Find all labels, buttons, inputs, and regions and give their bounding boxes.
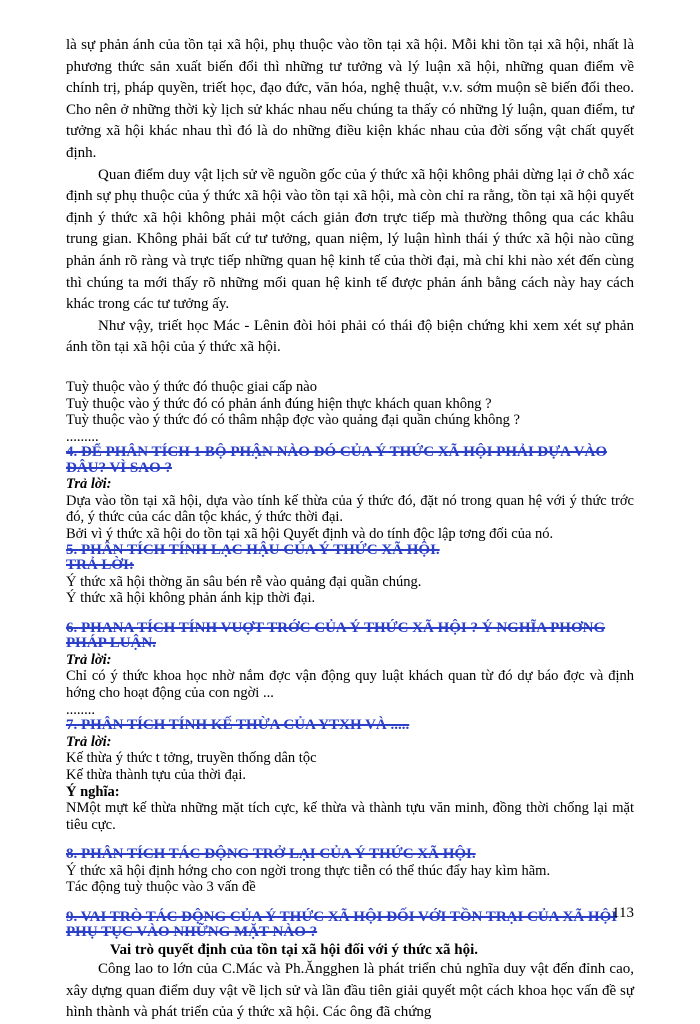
intro-paragraph-1: là sự phản ánh của tồn tại xã hội, phụ thuộc vào tồn tại xã hội. Mỗi khi tồn tại xã hội, nhất là phương thức sản xuất biến đổi thì những tư tưởng và lý luận xã hội, những quan điểm về chính trị, pháp quyền, triết học, đạo đức, văn hóa, nghệ thuật, v.v. sớm muộn sẽ biến đổi theo. Cho nên ở những thời kỳ lịch sử khác nhau nếu chúng ta thấy có những lý luận, quan điểm, tư tưởng xã hội khác nhau thì đó là do những điều kiện khác nhau của đời sống vật chất quyết định.: [66, 37, 634, 161]
body-paragraph: Công lao to lớn của C.Mác và Ph.Ăngghen là phát triển chủ nghĩa duy vật đến đỉnh cao, xây dựng quan điểm duy vật về lịch sử và lần đầu tiên giải quyết một cách khoa học vấn đề sự hình thành và phát triển của ý thức xã hội. Các ông đã chứng: [66, 960, 634, 1021]
answer-label: Trả lời:: [66, 733, 112, 750]
subheading: Vai trò quyết định của tồn tại xã hội đối với ý thức xã hội.: [110, 941, 479, 958]
section-heading: 8. PHÂN TÍCH TÁC ĐỘNG TRỞ LẠI CỦA Ý THỨC XÃ HỘI.: [66, 846, 476, 863]
answer-line: Kế thừa ý thức t tởng, truyền thống dân tộc: [66, 750, 317, 767]
answer-line: Chỉ có ý thức khoa học nhờ nắm đợc vận động quy luật khách quan từ đó dự báo đợc và định hớng cho hoạt động của con ngời ...: [66, 668, 634, 702]
question-list: [66, 379, 634, 445]
page-number: 113: [612, 905, 634, 921]
answer-line: Dựa vào tồn tại xã hội, dựa vào tính kế thừa của ý thức đó, đặt nó trong quan hệ với ý thức trớc đó, ý thức của các dân tộc khác, ý thức thời đại.: [66, 492, 634, 526]
question-ellipsis: .........: [66, 428, 99, 445]
answer-line: Bởi vì ý thức xã hội do tồn tại xã hội Quyết định và do tính độc lập tơng đối của nó.: [66, 526, 554, 543]
question-line: Tuỳ thuộc vào ý thức đó có thâm nhập đợc vào quảng đại quần chúng không ?: [66, 412, 520, 429]
section-heading: 6. PHANA TÍCH TÍNH VUỢT TRỚC CỦA Ý THỨC XÃ HỘI ? Ý NGHĨA PHƠNG PHÁP LUẬN.: [66, 619, 606, 652]
intro-paragraph-3: Như vậy, triết học Mác - Lênin đòi hỏi phải có thái độ biện chứng khi xem xét sự phản ánh tồn tại xã hội của ý thức xã hội.: [66, 317, 634, 356]
section-heading: 5. PHÂN TÍCH TÍNH LẠC HẬU CỦA Ý THỨC XÃ HỘI.: [66, 541, 440, 558]
section-heading: 7. PHÂN TÍCH TÍNH KẾ THỪA CỦA YTXH VÀ .....: [66, 717, 410, 734]
answer-line: Ý thức xã hội không phản ánh kịp thời đại.: [66, 590, 316, 607]
intro-paragraph-2: Quan điểm duy vật lịch sử về nguồn gốc của ý thức xã hội không phải dừng lại ở chỗ xác định sự phụ thuộc của ý thức xã hội vào tồn tại xã hội, mà còn chỉ ra rằng, tồn tại xã hội quyết định ý thức xã hội không phải một cách giản đơn trực tiếp mà thường thông qua các khâu trung gian. Không phải bất cứ tư tưởng, quan niệm, lý luận hình thái ý thức xã hội nào cũng phản ánh rõ ràng và trực tiếp những quan hệ kinh tế của thời đại, mà chỉ khi nào xét đến cùng thì chúng ta mới thấy rõ những mối quan hệ kinh tế được phản ánh bằng cách này hay cách khác trong các tư tưởng ấy.: [66, 166, 634, 313]
section-6: [66, 621, 634, 718]
answer-label: Trả lời:: [66, 476, 112, 493]
answer-ellipsis: ........: [66, 701, 95, 718]
answer-line: Ý thức xã hội định hớng cho con ngời trong thực tiễn có thể thúc đẩy hay kìm hãm.: [66, 862, 551, 879]
question-line: Tuỳ thuộc vào ý thức đó thuộc giai cấp nào: [66, 378, 317, 395]
answer-line: Kế thừa thành tựu của thời đại.: [66, 766, 247, 783]
section-7: [66, 718, 634, 833]
question-line: Tuỳ thuộc vào ý thức đó có phản ánh đúng hiện thực khách quan không ?: [66, 395, 492, 412]
section-9: [66, 910, 634, 1024]
meaning-line: NMột mựt kế thừa những mặt tích cực, kế thừa và thành tựu văn minh, đồng thời chống lại mặt tiêu cực.: [66, 800, 634, 833]
section-heading: 9. VAI TRÒ TÁC ĐỘNG CỦA Ý THỨC XÃ HỘI ĐỐI VỚI TỒN TRẠI CỦA XÃ HỘI PHỤ TỤC VÀO NHỮNG MẶT NÀO ?: [66, 908, 618, 941]
section-5: [66, 543, 634, 607]
answer-line: Tác động tuỳ thuộc vào 3 vấn đề: [66, 879, 256, 896]
answer-label: TRẢ LỜI:: [66, 557, 134, 574]
meaning-label: Ý nghĩa:: [66, 783, 120, 800]
section-heading: 4. ĐỂ PHÂN TÍCH 1 BỘ PHẬN NÀO ĐÓ CỦA Ý THỨC XÃ HỘI PHẢI DỰA VÀO ĐÂU? VÌ SAO ?: [66, 444, 608, 476]
section-4: [66, 445, 634, 542]
answer-line: Ý thức xã hội thờng ăn sâu bén rễ vào quảng đại quần chúng.: [66, 573, 422, 590]
answer-label: Trả lời:: [66, 651, 112, 668]
section-8: [66, 847, 634, 896]
page-content: [66, 35, 634, 1024]
